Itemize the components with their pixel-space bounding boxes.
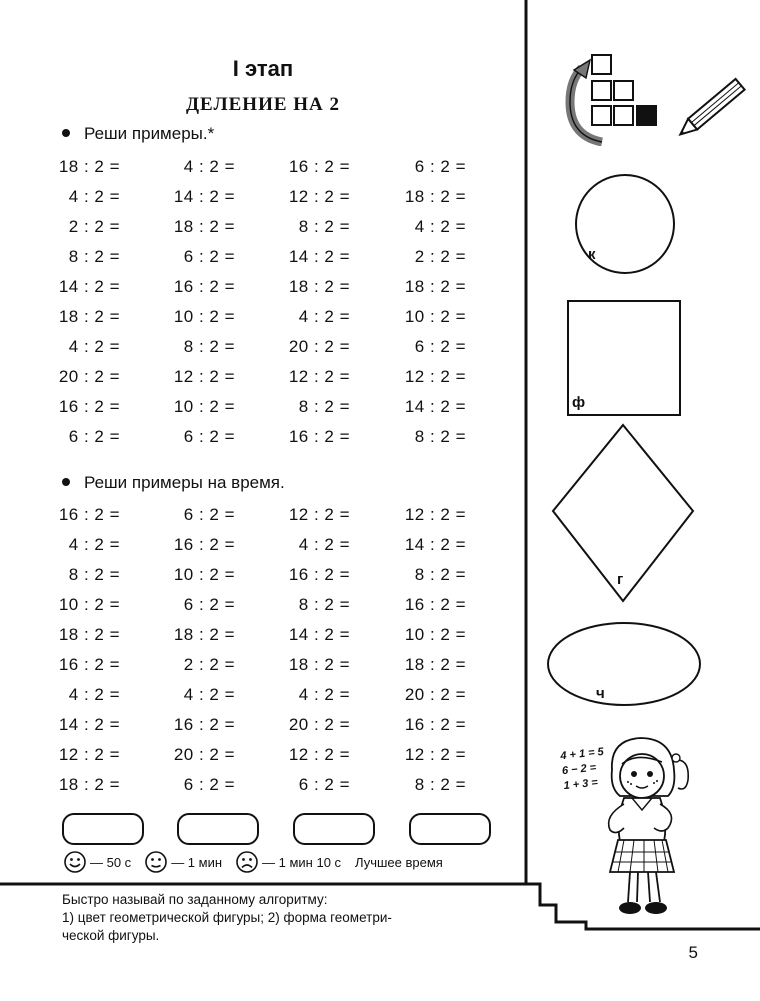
ellipse-shape[interactable] (545, 619, 703, 709)
division-example: 12 : 2 = (404, 745, 466, 764)
division-example: 6 : 2 = (414, 337, 466, 356)
example-row (30, 392, 500, 422)
division-example: 16 : 2 = (288, 427, 350, 446)
division-example: 8 : 2 = (298, 397, 350, 416)
division-example: 18 : 2 = (58, 157, 120, 176)
division-example: 8 : 2 = (68, 565, 120, 584)
division-example: 8 : 2 = (298, 217, 350, 236)
bullet-icon (62, 478, 70, 486)
time-box[interactable] (177, 813, 259, 845)
time-box[interactable] (293, 813, 375, 845)
division-example: 16 : 2 = (173, 277, 235, 296)
division-example: 6 : 2 = (414, 157, 466, 176)
division-example: 16 : 2 = (173, 535, 235, 554)
division-example: 6 : 2 = (68, 427, 120, 446)
division-example: 16 : 2 = (58, 655, 120, 674)
division-example: 12 : 2 = (288, 187, 350, 206)
example-row (30, 650, 500, 680)
division-example: 4 : 2 = (414, 217, 466, 236)
task1-examples (30, 152, 500, 452)
division-example: 18 : 2 = (58, 307, 120, 326)
division-example: 16 : 2 = (288, 157, 350, 176)
division-example: 10 : 2 = (173, 565, 235, 584)
square-letter: ф (572, 394, 586, 411)
division-example: 14 : 2 = (288, 625, 350, 644)
division-example: 2 : 2 = (68, 217, 120, 236)
example-row (30, 590, 500, 620)
division-example: 14 : 2 = (58, 277, 120, 296)
sad-time: — 1 мин 10 с (262, 854, 342, 870)
circle-letter: к (588, 246, 596, 263)
sad-face-icon (236, 851, 258, 873)
division-example: 18 : 2 = (58, 625, 120, 644)
example-row (30, 710, 500, 740)
division-example: 12 : 2 = (288, 505, 350, 524)
division-example: 14 : 2 = (58, 715, 120, 734)
division-example: 4 : 2 = (68, 337, 120, 356)
division-example: 16 : 2 = (173, 715, 235, 734)
division-example: 20 : 2 = (173, 745, 235, 764)
division-example: 12 : 2 = (404, 505, 466, 524)
instruction-text: Быстро называй по заданному алгоритму: 1) цвет геометрической фигуры; 2) форма геометри- ческой фигуры. (62, 892, 392, 943)
girl-illustration (590, 730, 700, 918)
division-example: 14 : 2 = (404, 397, 466, 416)
division-example: 18 : 2 = (58, 775, 120, 794)
division-example: 6 : 2 = (298, 775, 350, 794)
division-example: 20 : 2 = (288, 337, 350, 356)
division-example: 2 : 2 = (183, 655, 235, 674)
circle-shape[interactable] (564, 172, 686, 276)
division-example: 18 : 2 = (173, 217, 235, 236)
division-example: 14 : 2 = (288, 247, 350, 266)
division-example: 20 : 2 = (288, 715, 350, 734)
division-example: 12 : 2 = (173, 367, 235, 386)
division-example: 4 : 2 = (298, 535, 350, 554)
page-number: 5 (688, 943, 698, 962)
division-example: 16 : 2 = (404, 595, 466, 614)
division-example: 12 : 2 = (288, 367, 350, 386)
division-example: 12 : 2 = (404, 367, 466, 386)
example-row (30, 362, 500, 392)
division-example: 18 : 2 = (404, 187, 466, 206)
division-example: 10 : 2 = (404, 307, 466, 326)
task2-examples (30, 500, 500, 800)
division-example: 12 : 2 = (288, 745, 350, 764)
division-example: 18 : 2 = (288, 655, 350, 674)
happy-face-icon (64, 851, 86, 873)
example-row (30, 560, 500, 590)
division-example: 18 : 2 = (404, 277, 466, 296)
example-row (30, 620, 500, 650)
division-example: 2 : 2 = (414, 247, 466, 266)
task2-label: Реши примеры на время. (62, 473, 285, 493)
example-row (30, 770, 500, 800)
division-example: 4 : 2 = (183, 685, 235, 704)
neutral-face-icon (145, 851, 167, 873)
division-example: 4 : 2 = (183, 157, 235, 176)
division-example: 10 : 2 = (404, 625, 466, 644)
division-example: 4 : 2 = (68, 535, 120, 554)
division-example: 10 : 2 = (58, 595, 120, 614)
example-row (30, 332, 500, 362)
division-example: 14 : 2 = (404, 535, 466, 554)
happy-time: — 50 с (90, 854, 132, 870)
division-example: 16 : 2 = (288, 565, 350, 584)
division-example: 10 : 2 = (173, 397, 235, 416)
example-row (30, 242, 500, 272)
example-row (30, 212, 500, 242)
bullet-icon (62, 129, 70, 137)
division-example: 12 : 2 = (58, 745, 120, 764)
example-row (30, 272, 500, 302)
example-row (30, 302, 500, 332)
board-formulas: 4 + 1 = 5 6 − 2 = 1 + 3 = (559, 745, 605, 793)
division-example: 4 : 2 = (68, 187, 120, 206)
division-example: 10 : 2 = (173, 307, 235, 326)
division-example: 4 : 2 = (298, 685, 350, 704)
division-example: 4 : 2 = (68, 685, 120, 704)
division-example: 20 : 2 = (58, 367, 120, 386)
example-row (30, 680, 500, 710)
division-example: 6 : 2 = (183, 775, 235, 794)
division-example: 8 : 2 = (414, 427, 466, 446)
algorithm-arrow-icon (562, 50, 672, 146)
topic-title: ДЕЛЕНИЕ НА 2 (185, 94, 341, 115)
division-example: 8 : 2 = (414, 775, 466, 794)
time-box[interactable] (409, 813, 491, 845)
example-row (30, 422, 500, 452)
stage-title: I этап (232, 56, 294, 81)
division-example: 8 : 2 = (298, 595, 350, 614)
pencil-icon (676, 60, 758, 150)
example-row (30, 500, 500, 530)
division-example: 18 : 2 = (288, 277, 350, 296)
best-time-label: Лучшее время (355, 854, 443, 870)
division-example: 16 : 2 = (404, 715, 466, 734)
example-row (30, 740, 500, 770)
ellipse-letter: ч (596, 685, 605, 702)
division-example: 18 : 2 = (173, 625, 235, 644)
example-row (30, 152, 500, 182)
division-example: 6 : 2 = (183, 247, 235, 266)
division-example: 6 : 2 = (183, 595, 235, 614)
division-example: 16 : 2 = (58, 397, 120, 416)
division-example: 8 : 2 = (183, 337, 235, 356)
division-example: 16 : 2 = (58, 505, 120, 524)
example-row (30, 530, 500, 560)
division-example: 14 : 2 = (173, 187, 235, 206)
division-example: 20 : 2 = (404, 685, 466, 704)
division-example: 18 : 2 = (404, 655, 466, 674)
division-example: 8 : 2 = (414, 565, 466, 584)
rhombus-letter: г (617, 571, 624, 588)
neutral-time: — 1 мин (171, 854, 223, 870)
division-example: 6 : 2 = (183, 505, 235, 524)
division-example: 6 : 2 = (183, 427, 235, 446)
division-example: 4 : 2 = (298, 307, 350, 326)
example-row (30, 182, 500, 212)
division-example: 8 : 2 = (68, 247, 120, 266)
task1-label: Реши примеры.* (62, 124, 214, 144)
time-box[interactable] (62, 813, 144, 845)
timing-legend (64, 851, 443, 873)
